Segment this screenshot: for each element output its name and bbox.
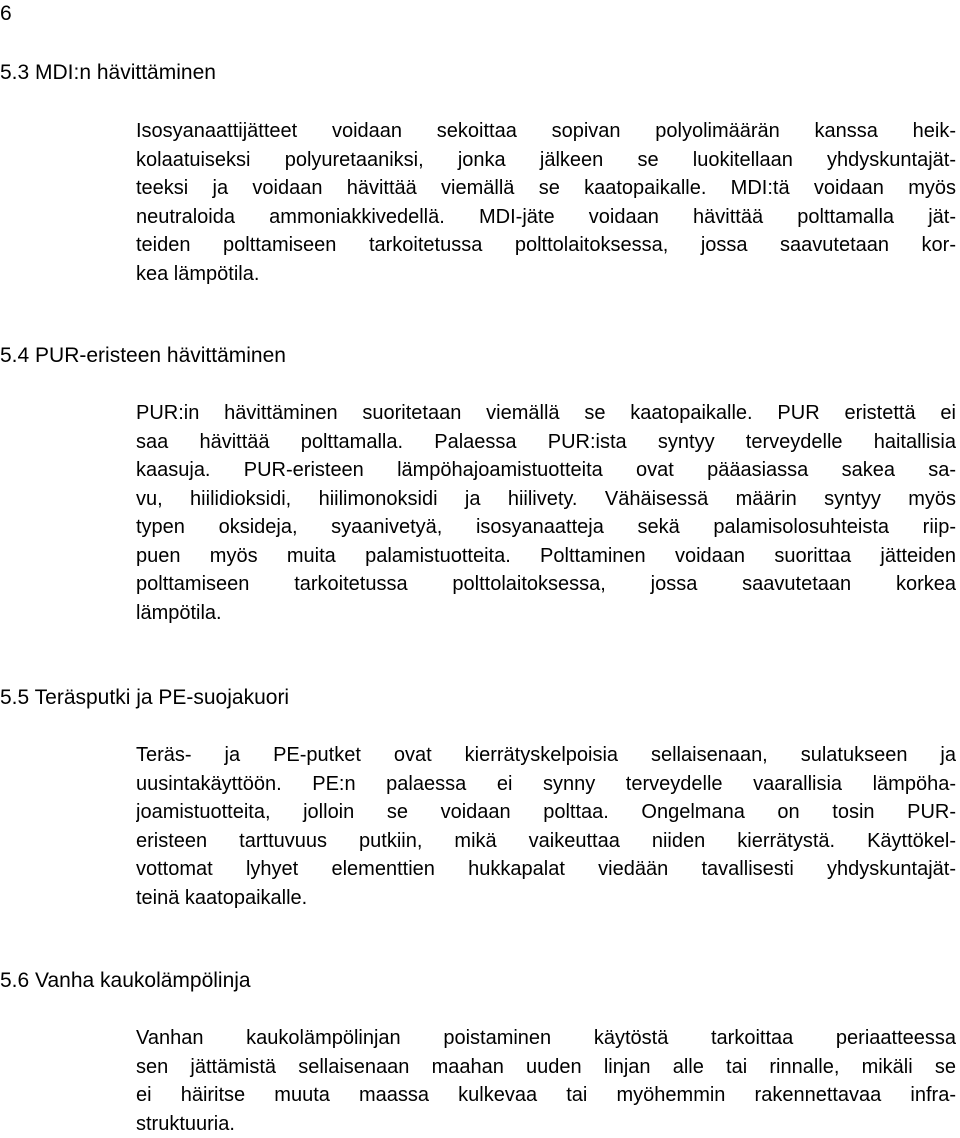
text-line: teinä kaatopaikalle. <box>136 884 956 913</box>
section-paragraph <box>136 741 956 912</box>
section-heading: 5.5 Teräsputki ja PE-suojakuori <box>0 685 960 711</box>
text-line: kolaatuiseksi polyuretaaniksi, jonka jälkeen se luokitellaan yhdyskuntajät- <box>136 146 956 175</box>
text-line: polttamiseen tarkoitetussa polttolaitoksessa, jossa saavutetaan korkea <box>136 570 956 599</box>
text-line: puen myös muita palamistuotteita. Polttaminen voidaan suorittaa jätteiden <box>136 542 956 571</box>
text-line: vu, hiilidioksidi, hiilimonoksidi ja hiilivety. Vähäisessä määrin syntyy myös <box>136 485 956 514</box>
section-paragraph <box>136 399 956 627</box>
text-line: joamistuotteita, jolloin se voidaan polttaa. Ongelmana on tosin PUR- <box>136 798 956 827</box>
text-line: kea lämpötila. <box>136 260 956 289</box>
text-line: struktuuria. <box>136 1110 956 1138</box>
section-5-5 <box>0 685 960 711</box>
section-5-3 <box>0 60 960 86</box>
text-line: teeksi ja voidaan hävittää viemällä se kaatopaikalle. MDI:tä voidaan myös <box>136 174 956 203</box>
section-5-6 <box>0 968 960 994</box>
text-line: Vanhan kaukolämpölinjan poistaminen käytöstä tarkoittaa periaatteessa <box>136 1024 956 1053</box>
text-line: sen jättämistä sellaisenaan maahan uuden linjan alle tai rinnalle, mikäli se <box>136 1053 956 1082</box>
section-heading: 5.6 Vanha kaukolämpölinja <box>0 968 960 994</box>
text-line: Teräs- ja PE-putket ovat kierrätyskelpoisia sellaisenaan, sulatukseen ja <box>136 741 956 770</box>
text-line: typen oksideja, syaanivetyä, isosyanaatteja sekä palamisolosuhteista riip- <box>136 513 956 542</box>
text-line: kaasuja. PUR-eristeen lämpöhajoamistuotteita ovat pääasiassa sakea sa- <box>136 456 956 485</box>
text-line: neutraloida ammoniakkivedellä. MDI-jäte voidaan hävittää polttamalla jät- <box>136 203 956 232</box>
text-line: uusintakäyttöön. PE:n palaessa ei synny terveydelle vaarallisia lämpöha- <box>136 770 956 799</box>
text-line: vottomat lyhyet elementtien hukkapalat viedään tavallisesti yhdyskuntajät- <box>136 855 956 884</box>
text-line: ei häiritse muuta maassa kulkevaa tai myöhemmin rakennettavaa infra- <box>136 1081 956 1110</box>
page-number: 6 <box>0 2 12 26</box>
section-heading: 5.3 MDI:n hävittäminen <box>0 60 960 86</box>
text-line: eristeen tarttuvuus putkiin, mikä vaikeuttaa niiden kierrätystä. Käyttökel- <box>136 827 956 856</box>
section-paragraph <box>136 117 956 288</box>
text-line: PUR:in hävittäminen suoritetaan viemällä se kaatopaikalle. PUR eristettä ei <box>136 399 956 428</box>
text-line: teiden polttamiseen tarkoitetussa polttolaitoksessa, jossa saavutetaan kor- <box>136 231 956 260</box>
section-5-4 <box>0 343 960 369</box>
text-line: Isosyanaattijätteet voidaan sekoittaa sopivan polyolimäärän kanssa heik- <box>136 117 956 146</box>
text-line: lämpötila. <box>136 599 956 628</box>
text-line: saa hävittää polttamalla. Palaessa PUR:ista syntyy terveydelle haitallisia <box>136 428 956 457</box>
section-heading: 5.4 PUR-eristeen hävittäminen <box>0 343 960 369</box>
section-paragraph <box>136 1024 956 1138</box>
